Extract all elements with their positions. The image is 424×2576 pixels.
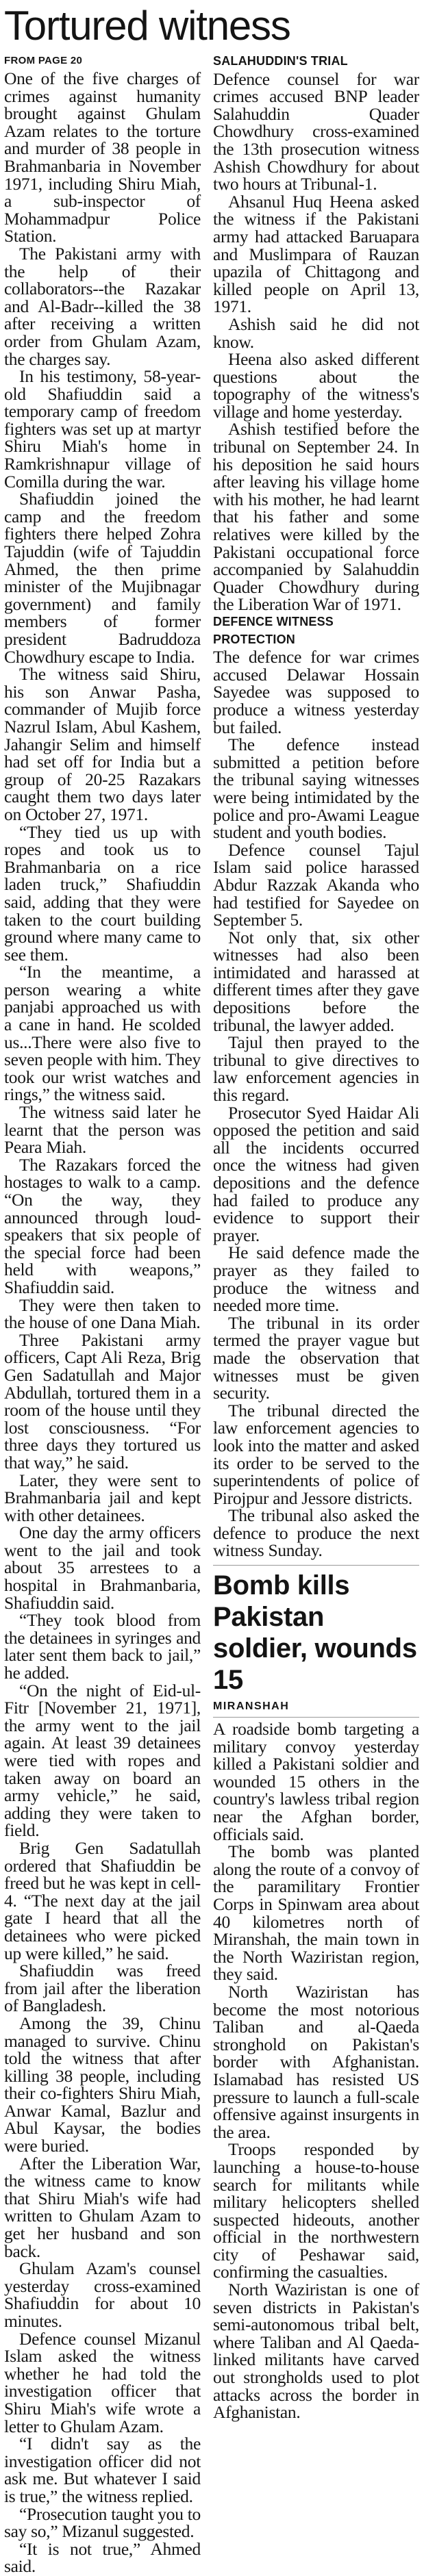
article-paragraph: “They took blood from the detainees in syringes and later sent them back to jail,” he added. <box>4 1610 201 1683</box>
article-paragraph: “In the meantime, a person wearing a white panjabi approached us with a cane in hand. He scolded us...There were also five to seven people with him. They took our wrist watches and rings,” the witness said. <box>4 962 201 1105</box>
article-paragraph: Brig Gen Sadatullah ordered that Shafiuddin be freed but he was kept in cell-4. “The next day at the jail gate I heard that all the detainees who were picked up were killed,” he said. <box>4 1837 201 1963</box>
article-paragraph: Ashish testified before the tribunal on September 24. In his deposition he said hours after leaving his village home with his mother, he had learnt that his father and some relatives were killed by the Pakistani occupational force accompanied by Salahuddin Quader Chowdhury during the Liberation War of 1971. <box>213 419 419 615</box>
section-subheading: DEFENCE WITNESS PROTECTION <box>213 615 334 646</box>
article-paragraph: The Pakistani army with the help of their collaborators--the Razakar and Al-Badr--killed the 38 after receiving a written order from Ghulam Azam, the charges say. <box>4 243 201 369</box>
story2-paragraph: A roadside bomb targeting a military convoy yesterday killed a Pakistani soldier and wounded 15 others in the country's lawless tribal region near the Afghan border, officials said. <box>213 1719 419 1844</box>
article-paragraph: Defence counsel for war crimes accused BNP leader Salahuddin Quader Chowdhury cross-examined the 13th prosecution witness Ashish Chowdhury for about two hours at Tribunal-1. <box>213 68 419 194</box>
article-paragraph: The tribunal in its order termed the prayer vague but made the observation that witnesses must be given security. <box>213 1312 419 1403</box>
article-paragraph: Later, they were sent to Brahmanbaria jail and kept with other detainees. <box>4 1470 201 1525</box>
article-paragraph: The witness said Shiru, his son Anwar Pasha, commander of Mujib force Nazrul Islam, Abul Kashem, Jahangir Selim and himself had set off for India but a group of 20-25 Razakars caught them two days later on October 27, 1971. <box>4 664 201 824</box>
article-paragraph: Prosecutor Syed Haidar Ali opposed the petition and said all the incidents occurred once the witness had given depositions and the defence had failed to produce any evidence to support their prayer. <box>213 1102 419 1245</box>
article-paragraph: Heena also asked different questions about the topography of the witness's village and home yesterday. <box>213 349 419 422</box>
dateline: MIRANSHAH <box>213 1700 419 1718</box>
article-paragraph: After the Liberation War, the witness came to know that Shiru Miah's wife had written to Ghulam Azam to get her husband and son back. <box>4 2153 201 2261</box>
story2-body <box>213 1720 419 2421</box>
article-paragraph: Not only that, six other witnesses had also been intimidated and harassed at different times after they gave depositions before the tribunal, the lawyer added. <box>213 927 419 1035</box>
article-paragraph: Among the 39, Chinu managed to survive. Chinu told the witness that after killing 38 people, including their co-fighters Shiru Miah, Anwar Kamal, Bazlur and Abul Kaysar, the bodies were buried. <box>4 2013 201 2156</box>
article-paragraph: Shafiuddin joined the camp and the freedom fighters there helped Zohra Tajuddin (wife of Tajuddin Ahmed, the then prime minister of the Mujibnagar government) and family members of former president Badruddoza Chowdhury escape to India. <box>4 489 201 667</box>
article-paragraph: Ghulam Azam's counsel yesterday cross-examined Shafiuddin for about 10 minutes. <box>4 2258 201 2331</box>
article-paragraph: They were then taken to the house of one Dana Miah. <box>4 1295 201 1333</box>
article-paragraph: Ahsanul Huq Heena asked the witness if the Pakistani army had attacked Baruapara and Muslimpara of Rauzan upazila of Chittagong and killed people on April 13, 1971. <box>213 191 419 317</box>
article-paragraph: Shafiuddin was freed from jail after the liberation of Bangladesh. <box>4 1961 201 2016</box>
article-paragraph: “I didn't say as the investigation officer did not ask me. But whatever I said is true,” the witness replied. <box>4 2434 201 2506</box>
story2-paragraph: North Waziristan is one of seven districts in Pakistan's semi-autonomous tribal belt, where Taliban and Al Qaeda-linked militants have carved out strongholds used to plot attacks across the border in Afghanistan. <box>213 2280 419 2423</box>
article-paragraph: “They tied us up with ropes and took us to Brahmanbaria on a rice laden truck,” Shafiuddin said, adding that they were taken to the court building ground where many came to see them. <box>4 821 201 965</box>
article-paragraph: One day the army officers went to the jail and took about 35 arrestees to a hospital in Brahmanbaria, Shafiuddin said. <box>4 1522 201 1613</box>
article-paragraph: The witness said later he learnt that the person was Peara Miah. <box>4 1102 201 1158</box>
left-column <box>4 55 201 2576</box>
article-paragraph: Defence counsel Tajul Islam said police harassed Abdur Razzak Akanda who had testified for Sayedee on September 5. <box>213 839 419 930</box>
right-column <box>213 53 419 2521</box>
story-bomb-kills <box>213 1570 419 2421</box>
article-paragraph: The tribunal directed the law enforcement agencies to look into the matter and asked its order to be served to the superintendents of police of Pirojpur and Jessore districts. <box>213 1400 419 1508</box>
article-paragraph: The defence for war crimes accused Delawar Hossain Sayedee was supposed to produce a witness yesterday but failed. <box>213 647 419 737</box>
article-paragraph: Defence counsel Mizanul Islam asked the witness whether he had told the investigation officer that Shiru Miah's wife wrote a letter to Ghulam Azam. <box>4 2328 201 2436</box>
article-paragraph: “Prosecution taught you to say so,” Mizanul suggested. <box>4 2503 201 2542</box>
article-continuation <box>213 53 419 1559</box>
article-paragraph: Tajul then prayed to the tribunal to give directives to law enforcement agencies in this regard. <box>213 1032 419 1106</box>
article-paragraph: The tribunal also asked the defence to produce the next witness Sunday. <box>213 1505 419 1561</box>
article-paragraph: “It is not true,” Ahmed said. <box>4 2538 201 2576</box>
article-paragraph: Ashish said he did not know. <box>213 314 419 352</box>
story2-paragraph: The bomb was planted along the route of a convoy of the paramilitary Frontier Corps in Spinwam area about 40 kilometres north of Miranshah, the main town in the North Waziristan region, they said. <box>213 1841 419 1985</box>
headline: Tortured witness <box>4 3 290 49</box>
story-divider <box>213 1565 419 1566</box>
article-paragraph: One of the five charges of crimes against humanity brought against Ghulam Azam relates to the torture and murder of 38 people in Brahmanbaria in November 1971, including Shiru Miah, a sub-inspector of Mohammadpur Police Station. <box>4 68 201 246</box>
section-subheading: SALAHUDDIN'S TRIAL <box>213 54 348 68</box>
article-paragraph: “On the night of Eid-ul-Fitr [November 21, 1971], the army went to the jail again. At least 39 detainees were tied with ropes and taken away on board an army vehicle,” he said, adding they were taken to field. <box>4 1680 201 1841</box>
article-paragraph: The defence instead submitted a petition before the tribunal saying witnesses were being intimidated by the police and pro-Awami League student and youth bodies. <box>213 735 419 843</box>
story2-paragraph: Troops responded by launching a house-to-house search for militants while military helicopters shelled suspected hideouts, another official in the northwestern city of Peshawar said, confirming the casualties. <box>213 2139 419 2282</box>
article-paragraph: He said defence made the prayer as they failed to produce the witness and needed more time. <box>213 1242 419 1316</box>
kicker: FROM PAGE 20 <box>4 55 83 66</box>
article-paragraph: The Razakars forced the hostages to walk to a camp. “On the way, they announced through loud-speakers that six people of the special force had been held with weapons,” Shafiuddin said. <box>4 1154 201 1297</box>
article-paragraph: Three Pakistani army officers, Capt Ali Reza, Brig Gen Sadatullah and Major Abdullah, tortured them in a room of the house until they lost consciousness. “For three days they tortured us that way,” he said. <box>4 1329 201 1472</box>
article-paragraph: In his testimony, 58-year-old Shafiuddin said a temporary camp of freedom fighters was set up at martyr Shiru Miah's home in Ramkrishnapur village of Comilla during the war. <box>4 366 201 492</box>
story2-paragraph: North Waziristan has become the most notorious Taliban and al-Qaeda stronghold on Pakistan's border with Afghanistan. Islamabad has resisted US pressure to launch a full-scale offensive against insurgents in the area. <box>213 1981 419 2142</box>
story2-headline: Bomb kills Pakistan soldier, wounds 15 <box>213 1570 417 1696</box>
